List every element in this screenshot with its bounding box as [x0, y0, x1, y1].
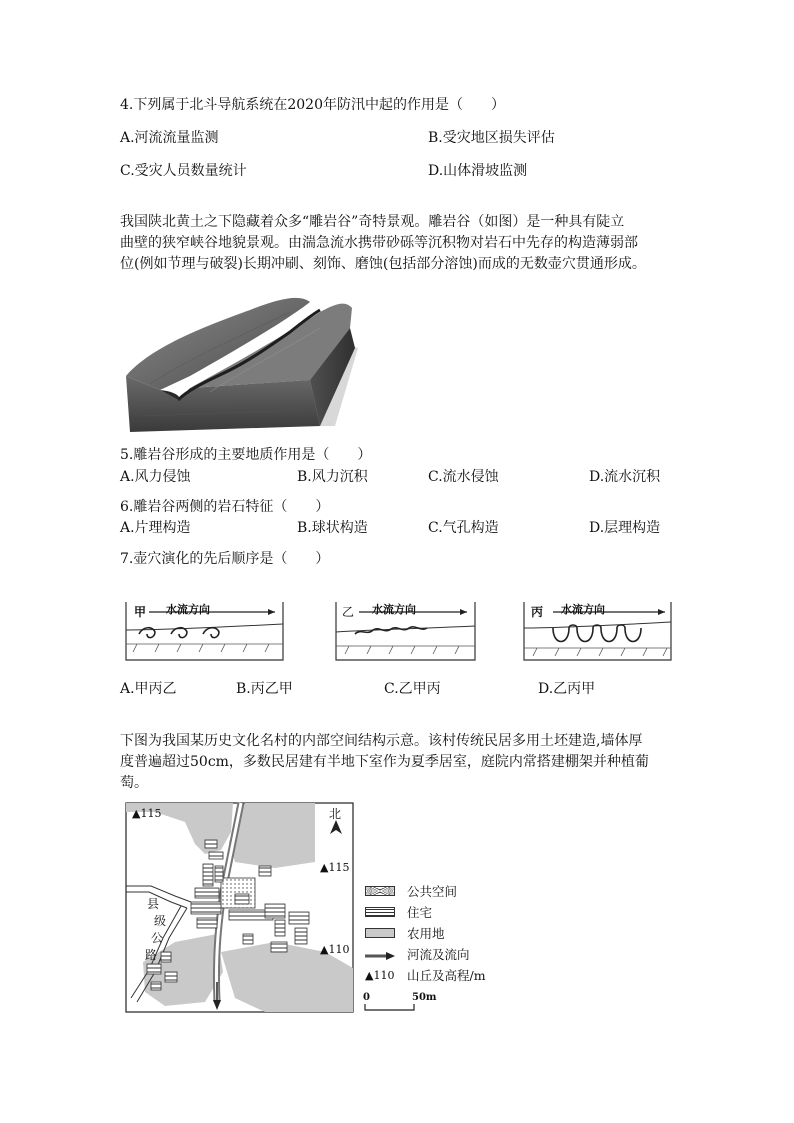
- q4-option-a: A.河流流量监测: [120, 130, 219, 146]
- q6-option-c: C.气孔构造: [428, 520, 499, 536]
- panel-jia-tag: 甲: [134, 605, 147, 619]
- scale-distance: 50m: [412, 992, 437, 1003]
- farmland-swatch: [365, 928, 395, 938]
- housing-swatch: [365, 907, 395, 917]
- legend-hill: [365, 966, 486, 984]
- q5-option-a: A.风力侵蚀: [120, 469, 191, 485]
- public-space-swatch: [365, 886, 395, 896]
- canyon-block-illustration: [120, 288, 360, 438]
- panel-yi-tag: 乙: [342, 605, 355, 619]
- road-char-4: 路: [145, 948, 158, 962]
- panel-bing-tag: 丙: [531, 605, 544, 619]
- north-label: 北: [329, 807, 342, 821]
- north-arrow-icon: [329, 820, 343, 834]
- scale-bar: [364, 1004, 416, 1012]
- passage2-line2: 度普遍超过50cm，多数民居建有半地下室作为夏季居室，庭院内常搭建棚架并种植葡: [120, 754, 649, 770]
- legend-river: [365, 945, 470, 963]
- road-char-1: 县: [147, 897, 160, 911]
- q6-option-d: D.层理构造: [589, 520, 661, 536]
- legend-public-label: 公共空间: [407, 884, 458, 899]
- panel-bing-flow-label: 水流方向: [561, 603, 605, 616]
- passage1-line1: 我国陕北黄土之下隐藏着众多“雕岩谷”奇特景观。雕岩谷（如图）是一种具有陡立: [120, 214, 625, 230]
- q7-option-d: D.乙丙甲: [538, 681, 596, 697]
- panel-jia-flow-label: 水流方向: [166, 603, 210, 616]
- legend-public-space: [365, 882, 457, 900]
- scale-zero: 0: [363, 992, 370, 1003]
- elevation-label-right-lower: ▲110: [320, 943, 350, 956]
- q5-option-d: D.流水沉积: [589, 469, 661, 485]
- legend-hill-label: 山丘及高程/m: [407, 968, 486, 983]
- road-char-3: 公: [151, 931, 164, 945]
- q7-stem: 7.壶穴演化的先后顺序是（ ）: [120, 551, 330, 567]
- q5-option-c: C.流水侵蚀: [428, 469, 499, 485]
- q4-option-c: C.受灾人员数量统计: [120, 163, 247, 179]
- village-map: [125, 802, 355, 1014]
- q4-option-b: B.受灾地区损失评估: [428, 130, 555, 146]
- q7-option-b: B.丙乙甲: [236, 681, 293, 697]
- passage2-line3: 萄。: [120, 775, 148, 791]
- q4-stem: 4.下列属于北斗导航系统在2020年防汛中起的作用是（ ）: [120, 97, 505, 113]
- q7-option-c: C.乙甲丙: [384, 681, 441, 697]
- q5-option-b: B.风力沉积: [297, 469, 368, 485]
- q4-option-d: D.山体滑坡监测: [428, 163, 528, 179]
- legend-housing-label: 住宅: [407, 905, 433, 920]
- passage1-line2: 曲壁的狭窄峡谷地貌景观。由湍急流水携带砂砾等沉积物对岩石中先存的构造薄弱部: [120, 235, 638, 251]
- q6-stem: 6.雕岩谷两侧的岩石特征（ ）: [120, 499, 330, 515]
- q5-stem: 5.雕岩谷形成的主要地质作用是（ ）: [120, 447, 372, 463]
- passage-village: [120, 731, 695, 794]
- passage1-line3: 位(例如节理与破裂)长期冲刷、刻饰、磨蚀(包括部分溶蚀)而成的无数壶穴贯通形成。: [120, 256, 646, 272]
- road-char-2: 级: [154, 914, 167, 928]
- passage-diaoyangu: [120, 212, 695, 275]
- panel-yi-flow-label: 水流方向: [372, 603, 416, 616]
- q6-option-b: B.球状构造: [297, 520, 368, 536]
- q7-option-a: A.甲丙乙: [120, 681, 177, 697]
- legend-farmland: [365, 924, 445, 942]
- elevation-label-right-upper: ▲115: [320, 861, 350, 874]
- legend-farmland-label: 农用地: [407, 926, 445, 941]
- q6-option-a: A.片理构造: [120, 520, 191, 536]
- elevation-label-top-left: ▲115: [132, 807, 162, 820]
- river-arrow-icon: [365, 949, 395, 959]
- passage2-line1: 下图为我国某历史文化名村的内部空间结构示意。该村传统民居多用土坯建造,墙体厚: [120, 733, 643, 749]
- hill-symbol: ▲110: [365, 968, 395, 982]
- legend-housing: [365, 903, 432, 921]
- legend-river-label: 河流及流向: [407, 947, 470, 962]
